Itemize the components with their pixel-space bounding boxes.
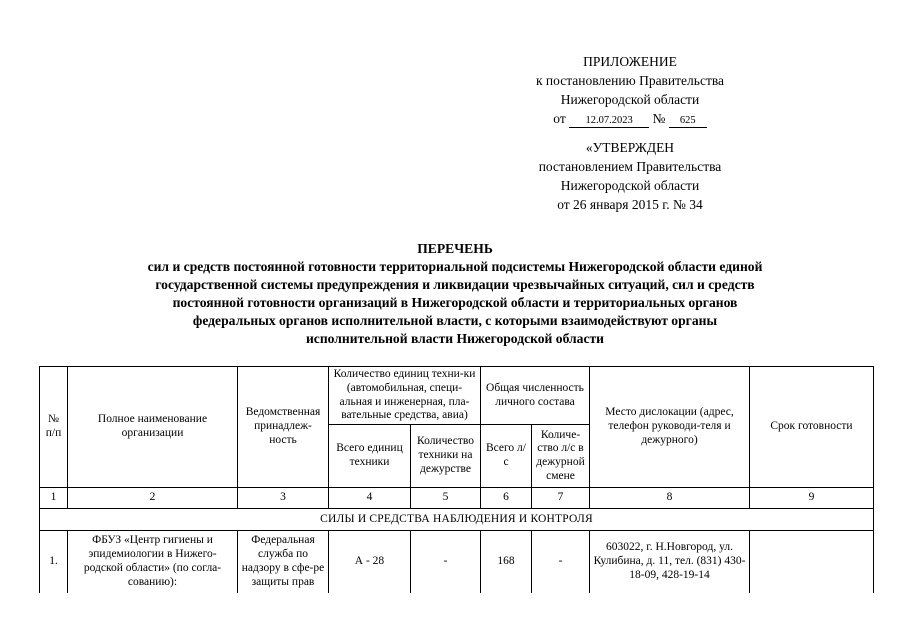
column-number-row — [40, 488, 874, 509]
column-number: 9 — [750, 488, 874, 509]
section-title: СИЛЫ И СРЕДСТВА НАБЛЮДЕНИЯ И КОНТРОЛЯ — [40, 509, 874, 531]
column-number: 6 — [481, 488, 532, 509]
header-staff-group: Общая численность личного состава — [481, 367, 590, 425]
approved-title: «УТВЕРЖДЕН — [585, 140, 675, 155]
approved-line-2: Нижегородской области — [560, 178, 700, 193]
header-equipment-group: Количество единиц техни-ки (автомобильная, специ-альная и инженерная, пла-вательные средства, авиа) — [329, 367, 481, 425]
column-number: 4 — [329, 488, 411, 509]
resolution-date: 12.07.2023 — [569, 115, 649, 128]
column-number: 1 — [40, 488, 68, 509]
table-row — [40, 531, 874, 593]
row-org-name: ФБУЗ «Центр гигиены и эпидемиологии в Нижего-родской области» (по согла-сованию): — [68, 531, 238, 593]
row-num: 1. — [40, 531, 68, 593]
row-staff-total: 168 — [481, 531, 532, 593]
header-staff-duty: Количе-ство л/с в дежурной смене — [532, 425, 590, 488]
approved-block — [465, 138, 795, 214]
column-number: 7 — [532, 488, 590, 509]
title-line-4: федеральных органов исполнительной власти, с которыми взаимодействуют органы — [192, 313, 718, 328]
row-affiliation: Федеральная служба по надзору в сфе-ре защиты прав — [238, 531, 329, 593]
approved-line-1: постановлением Правительства — [538, 159, 722, 174]
date-prefix: от — [553, 111, 566, 126]
row-equipment-total: А - 28 — [329, 531, 411, 593]
forces-table — [39, 366, 874, 593]
appendix-date-line — [465, 109, 795, 128]
title-line-1: сил и средств постоянной готовности территориальной подсистемы Нижегородской области единой — [147, 259, 763, 274]
appendix-title: ПРИЛОЖЕНИЕ — [583, 54, 677, 69]
resolution-number: 625 — [669, 115, 707, 128]
header-equipment-total: Всего единиц техники — [329, 425, 411, 488]
header-equipment-duty: Количество техники на дежурстве — [411, 425, 481, 488]
row-equipment-duty: - — [411, 531, 481, 593]
header-org-name: Полное наименование организации — [68, 367, 238, 488]
row-staff-duty: - — [532, 531, 590, 593]
appendix-line-2: Нижегородской области — [560, 92, 700, 107]
title-line-2: государственной системы предупреждения и ликвидации чрезвычайных ситуаций, сил и средств — [155, 277, 755, 292]
appendix-line-1: к постановлению Правительства — [535, 73, 725, 88]
column-number: 5 — [411, 488, 481, 509]
title-heading: ПЕРЕЧЕНЬ — [417, 241, 493, 256]
header-location: Место дислокации (адрес, телефон руководи-теля и дежурного) — [590, 367, 750, 488]
title-line-3: постоянной готовности организаций в Нижегородской области и территориальных органов — [172, 295, 738, 310]
number-sign: № — [652, 111, 666, 126]
row-readiness — [750, 531, 874, 593]
header-num: № п/п — [40, 367, 68, 488]
approved-line-3: от 26 января 2015 г. № 34 — [557, 197, 703, 212]
title-line-5: исполнительной власти Нижегородской области — [305, 331, 605, 346]
header-affiliation: Ведомственная принадлеж-ность — [238, 367, 329, 488]
document-title — [60, 240, 850, 348]
header-readiness: Срок готовности — [750, 367, 874, 488]
header-staff-total: Всего л/с — [481, 425, 532, 488]
column-number: 3 — [238, 488, 329, 509]
column-number: 2 — [68, 488, 238, 509]
appendix-block — [465, 52, 795, 128]
row-location: 603022, г. Н.Новгород, ул. Кулибина, д. 11, тел. (831) 430-18-09, 428-19-14 — [590, 531, 750, 593]
column-number: 8 — [590, 488, 750, 509]
